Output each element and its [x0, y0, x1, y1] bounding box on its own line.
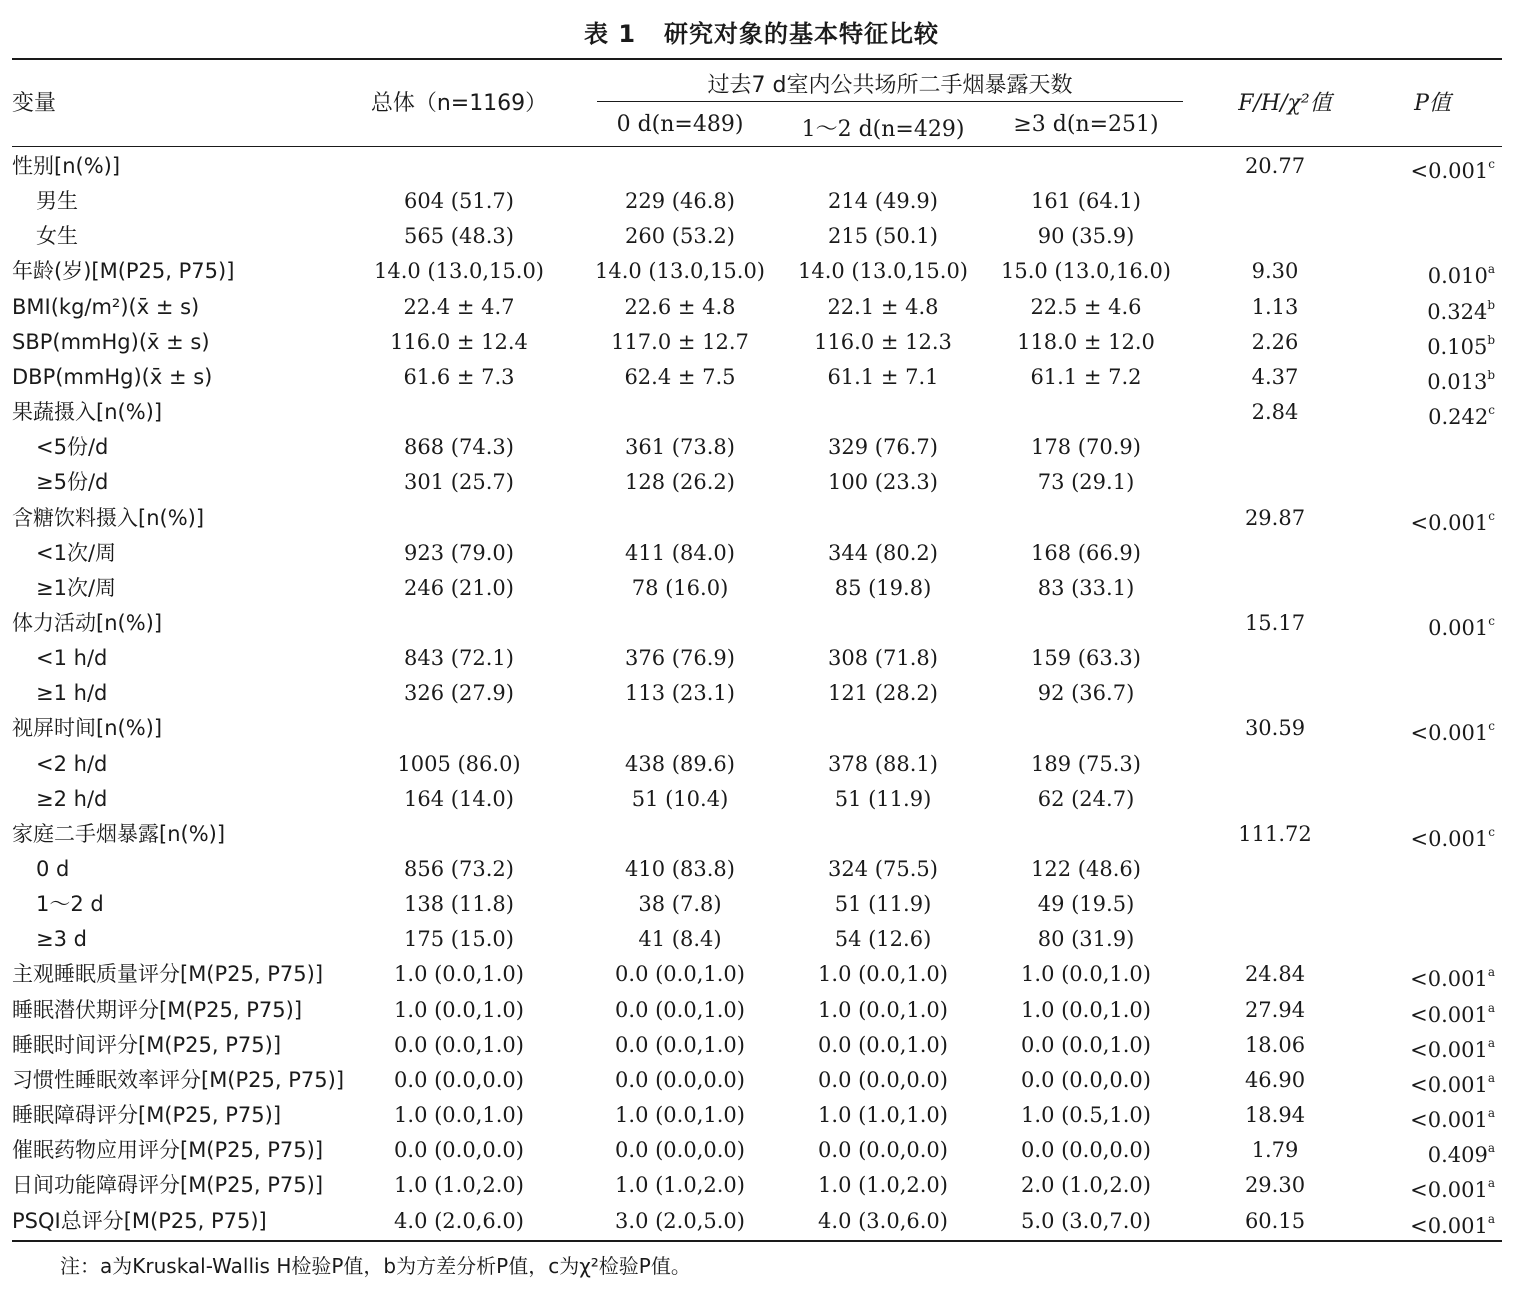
header-stat: F/H/χ²值: [1238, 91, 1332, 116]
cell-0d: 0.0 (0.0,1.0): [615, 998, 745, 1022]
cell-3d: 62 (24.7): [1037, 787, 1135, 811]
cell-3d: 61.1 ± 7.2: [1030, 365, 1142, 389]
row-label: BMI(kg/m²)(x̄ ± s): [12, 295, 200, 319]
p-footnote-mark: b: [1487, 298, 1495, 312]
cell-total: 843 (72.1): [404, 646, 514, 670]
p-value: 0.324: [1427, 300, 1488, 324]
row-label: 催眠药物应用评分[M(P25, P75)]: [12, 1138, 324, 1162]
row-label: <1 h/d: [36, 646, 108, 670]
cell-stat: 29.30: [1244, 1173, 1306, 1197]
cell-1-2d: 215 (50.1): [828, 224, 938, 248]
p-footnote-mark: a: [1487, 1001, 1495, 1015]
cell-p: [1370, 504, 1495, 537]
cell-stat: 46.90: [1244, 1068, 1306, 1092]
p-value: <0.001: [1410, 1108, 1488, 1132]
row-label: <5份/d: [36, 435, 109, 459]
cell-1-2d: 116.0 ± 12.3: [814, 330, 952, 354]
cell-3d: 1.0 (0.5,1.0): [1021, 1103, 1151, 1127]
row-label: 年龄(岁)[M(P25, P75)]: [12, 259, 235, 283]
header-group-span: 过去7 d室内公共场所二手烟暴露天数: [707, 73, 1073, 98]
cell-3d: 83 (33.1): [1037, 576, 1135, 600]
cell-stat: 18.94: [1244, 1103, 1306, 1127]
group-span-rule: [597, 101, 1183, 102]
cell-0d: 22.6 ± 4.8: [624, 295, 736, 319]
row-label: 性别[n(%)]: [12, 154, 121, 178]
cell-1-2d: 0.0 (0.0,1.0): [818, 1033, 948, 1057]
cell-p: [1370, 1101, 1495, 1134]
cell-1-2d: 14.0 (13.0,15.0): [797, 259, 968, 283]
cell-0d: 62.4 ± 7.5: [624, 365, 736, 389]
header-bottom-rule: [12, 146, 1502, 147]
cell-total: 0.0 (0.0,1.0): [394, 1033, 524, 1057]
cell-total: 1.0 (1.0,2.0): [394, 1173, 524, 1197]
cell-stat: 1.13: [1251, 295, 1299, 319]
cell-total: 565 (48.3): [404, 224, 514, 248]
p-footnote-mark: a: [1487, 965, 1495, 979]
cell-0d: 0.0 (0.0,1.0): [615, 962, 745, 986]
p-footnote-mark: c: [1488, 509, 1495, 523]
p-value: <0.001: [1410, 159, 1489, 183]
cell-1-2d: 1.0 (0.0,1.0): [818, 998, 948, 1022]
cell-total: 0.0 (0.0,0.0): [394, 1068, 524, 1092]
row-label: 习惯性睡眠效率评分[M(P25, P75)]: [12, 1068, 345, 1092]
cell-1-2d: 51 (11.9): [834, 892, 932, 916]
p-value: 0.409: [1427, 1143, 1488, 1167]
row-label: ≥1次/周: [36, 576, 117, 600]
cell-1-2d: 1.0 (0.0,1.0): [818, 962, 948, 986]
cell-total: 301 (25.7): [404, 470, 514, 494]
p-footnote-mark: a: [1487, 1212, 1495, 1226]
cell-1-2d: 100 (23.3): [828, 470, 938, 494]
cell-3d: 0.0 (0.0,0.0): [1021, 1138, 1151, 1162]
cell-0d: 3.0 (2.0,5.0): [615, 1209, 745, 1233]
p-value: <0.001: [1410, 1073, 1488, 1097]
row-label: 男生: [36, 189, 78, 213]
cell-stat: 18.06: [1244, 1033, 1306, 1057]
cell-3d: 90 (35.9): [1037, 224, 1135, 248]
header-total: 总体（n=1169）: [370, 91, 548, 116]
cell-0d: 0.0 (0.0,1.0): [615, 1033, 745, 1057]
header-group-1-2d: 1～2 d(n=429): [801, 117, 965, 142]
cell-p: [1370, 820, 1495, 853]
p-footnote-mark: a: [1487, 1036, 1495, 1050]
row-label: 果蔬摄入[n(%)]: [12, 400, 163, 424]
header-group-3d: ≥3 d(n=251): [1013, 112, 1159, 137]
cell-0d: 0.0 (0.0,0.0): [615, 1068, 745, 1092]
cell-0d: 78 (16.0): [631, 576, 729, 600]
cell-p: [1370, 398, 1495, 431]
cell-stat: 29.87: [1244, 506, 1306, 530]
cell-stat: 9.30: [1251, 259, 1299, 283]
row-label: 主观睡眠质量评分[M(P25, P75)]: [12, 962, 324, 986]
cell-1-2d: 1.0 (1.0,2.0): [818, 1173, 948, 1197]
p-value: <0.001: [1410, 1178, 1488, 1202]
cell-p: [1370, 293, 1495, 326]
row-label: 睡眠时间评分[M(P25, P75)]: [12, 1033, 282, 1057]
cell-1-2d: 344 (80.2): [828, 541, 938, 565]
cell-3d: 178 (70.9): [1031, 435, 1141, 459]
cell-stat: 1.79: [1251, 1138, 1299, 1162]
cell-stat: 27.94: [1244, 998, 1306, 1022]
cell-stat: 2.84: [1251, 400, 1299, 424]
cell-p: [1370, 960, 1495, 993]
header-group-0d: 0 d(n=489): [616, 112, 744, 137]
cell-3d: 80 (31.9): [1037, 927, 1135, 951]
cell-p: [1370, 1171, 1495, 1204]
cell-3d: 168 (66.9): [1031, 541, 1141, 565]
cell-stat: 111.72: [1238, 822, 1312, 846]
p-value: <0.001: [1410, 1214, 1488, 1238]
cell-p: [1370, 714, 1495, 747]
table-note: 注：a为Kruskal-Wallis H检验P值，b为方差分析P值，c为χ²检验P值。: [60, 1254, 691, 1278]
p-footnote-mark: a: [1487, 262, 1495, 276]
cell-total: 116.0 ± 12.4: [390, 330, 528, 354]
cell-1-2d: 324 (75.5): [828, 857, 938, 881]
p-footnote-mark: a: [1487, 1176, 1495, 1190]
cell-total: 1005 (86.0): [397, 752, 521, 776]
cell-0d: 361 (73.8): [625, 435, 735, 459]
cell-0d: 1.0 (0.0,1.0): [615, 1103, 745, 1127]
p-footnote-mark: a: [1487, 1141, 1495, 1155]
cell-3d: 1.0 (0.0,1.0): [1021, 998, 1151, 1022]
header-p: P值: [1414, 91, 1451, 116]
p-value: <0.001: [1410, 721, 1489, 745]
row-label: ≥3 d: [36, 927, 87, 951]
cell-total: 1.0 (0.0,1.0): [394, 962, 524, 986]
cell-3d: 73 (29.1): [1037, 470, 1135, 494]
cell-3d: 159 (63.3): [1031, 646, 1141, 670]
cell-0d: 229 (46.8): [625, 189, 735, 213]
cell-total: 61.6 ± 7.3: [403, 365, 515, 389]
cell-1-2d: 1.0 (1.0,1.0): [818, 1103, 948, 1127]
cell-0d: 113 (23.1): [625, 681, 735, 705]
row-label: 体力活动[n(%)]: [12, 611, 163, 635]
cell-1-2d: 378 (88.1): [828, 752, 938, 776]
row-label: 日间功能障碍评分[M(P25, P75)]: [12, 1173, 324, 1197]
cell-total: 246 (21.0): [404, 576, 514, 600]
cell-total: 923 (79.0): [404, 541, 514, 565]
row-label: 家庭二手烟暴露[n(%)]: [12, 822, 226, 846]
cell-p: [1370, 1207, 1495, 1240]
row-label: 女生: [36, 224, 78, 248]
row-label: <1次/周: [36, 541, 117, 565]
cell-0d: 410 (83.8): [625, 857, 735, 881]
cell-1-2d: 329 (76.7): [828, 435, 938, 459]
cell-3d: 161 (64.1): [1031, 189, 1141, 213]
cell-1-2d: 54 (12.6): [834, 927, 932, 951]
row-label: SBP(mmHg)(x̄ ± s): [12, 330, 210, 354]
cell-1-2d: 0.0 (0.0,0.0): [818, 1138, 948, 1162]
p-footnote-mark: c: [1488, 614, 1495, 628]
cell-total: 22.4 ± 4.7: [403, 295, 515, 319]
cell-total: 0.0 (0.0,0.0): [394, 1138, 524, 1162]
cell-p: [1370, 328, 1495, 361]
cell-0d: 1.0 (1.0,2.0): [615, 1173, 745, 1197]
cell-3d: 5.0 (3.0,7.0): [1021, 1209, 1151, 1233]
cell-1-2d: 0.0 (0.0,0.0): [818, 1068, 948, 1092]
row-label: <2 h/d: [36, 752, 108, 776]
cell-0d: 38 (7.8): [638, 892, 722, 916]
cell-0d: 411 (84.0): [625, 541, 735, 565]
cell-total: 326 (27.9): [404, 681, 514, 705]
cell-stat: 15.17: [1244, 611, 1306, 635]
row-label: 视屏时间[n(%)]: [12, 716, 163, 740]
cell-stat: 60.15: [1244, 1209, 1306, 1233]
cell-3d: 0.0 (0.0,0.0): [1021, 1068, 1151, 1092]
cell-p: [1370, 257, 1495, 290]
cell-stat: 30.59: [1244, 716, 1306, 740]
cell-1-2d: 308 (71.8): [828, 646, 938, 670]
cell-3d: 189 (75.3): [1031, 752, 1141, 776]
cell-3d: 49 (19.5): [1037, 892, 1135, 916]
top-rule: [12, 58, 1502, 60]
cell-total: 175 (15.0): [404, 927, 514, 951]
row-label: 睡眠障碍评分[M(P25, P75)]: [12, 1103, 282, 1127]
cell-p: [1370, 1031, 1495, 1064]
cell-p: [1370, 1136, 1495, 1169]
row-label: DBP(mmHg)(x̄ ± s): [12, 365, 213, 389]
p-value: 0.105: [1427, 335, 1488, 359]
row-label: 1～2 d: [36, 892, 104, 916]
cell-3d: 122 (48.6): [1031, 857, 1141, 881]
cell-p: [1370, 996, 1495, 1029]
row-label: PSQI总评分[M(P25, P75)]: [12, 1209, 267, 1233]
cell-total: 604 (51.7): [404, 189, 514, 213]
cell-0d: 260 (53.2): [625, 224, 735, 248]
row-label: ≥2 h/d: [36, 787, 108, 811]
header-variable: 变量: [12, 91, 57, 116]
cell-total: 4.0 (2.0,6.0): [394, 1209, 524, 1233]
cell-3d: 92 (36.7): [1037, 681, 1135, 705]
cell-total: 1.0 (0.0,1.0): [394, 998, 524, 1022]
p-footnote-mark: b: [1487, 368, 1495, 382]
p-value: 0.242: [1428, 405, 1489, 429]
cell-1-2d: 22.1 ± 4.8: [827, 295, 939, 319]
p-footnote-mark: a: [1487, 1071, 1495, 1085]
cell-total: 1.0 (0.0,1.0): [394, 1103, 524, 1127]
cell-1-2d: 4.0 (3.0,6.0): [818, 1209, 948, 1233]
cell-p: [1370, 609, 1495, 642]
p-value: <0.001: [1410, 511, 1489, 535]
p-value: <0.001: [1410, 827, 1489, 851]
bottom-rule: [12, 1240, 1502, 1242]
cell-0d: 438 (89.6): [625, 752, 735, 776]
p-footnote-mark: c: [1488, 719, 1495, 733]
table-number: 表 1: [583, 20, 637, 48]
cell-p: [1370, 152, 1495, 185]
cell-total: 138 (11.8): [404, 892, 514, 916]
cell-1-2d: 51 (11.9): [834, 787, 932, 811]
cell-3d: 15.0 (13.0,16.0): [1000, 259, 1171, 283]
row-label: 0 d: [36, 857, 70, 881]
p-footnote-mark: c: [1488, 157, 1495, 171]
cell-3d: 118.0 ± 12.0: [1017, 330, 1155, 354]
row-label: ≥1 h/d: [36, 681, 108, 705]
cell-1-2d: 85 (19.8): [834, 576, 932, 600]
cell-0d: 14.0 (13.0,15.0): [594, 259, 765, 283]
cell-total: 856 (73.2): [404, 857, 514, 881]
cell-0d: 51 (10.4): [631, 787, 729, 811]
cell-1-2d: 61.1 ± 7.1: [827, 365, 939, 389]
row-label: 睡眠潜伏期评分[M(P25, P75)]: [12, 998, 303, 1022]
cell-3d: 2.0 (1.0,2.0): [1021, 1173, 1151, 1197]
cell-0d: 117.0 ± 12.7: [611, 330, 749, 354]
cell-stat: 20.77: [1244, 154, 1306, 178]
cell-0d: 128 (26.2): [625, 470, 735, 494]
cell-p: [1370, 1066, 1495, 1099]
cell-total: 164 (14.0): [404, 787, 514, 811]
p-footnote-mark: a: [1487, 1106, 1495, 1120]
cell-0d: 0.0 (0.0,0.0): [615, 1138, 745, 1162]
table-title: 研究对象的基本特征比较: [664, 20, 940, 48]
p-value: <0.001: [1410, 1003, 1488, 1027]
row-label: 含糖饮料摄入[n(%)]: [12, 506, 205, 530]
cell-1-2d: 214 (49.9): [828, 189, 938, 213]
cell-stat: 4.37: [1251, 365, 1299, 389]
cell-3d: 1.0 (0.0,1.0): [1021, 962, 1151, 986]
p-footnote-mark: c: [1488, 403, 1495, 417]
cell-p: [1370, 363, 1495, 396]
p-value: <0.001: [1410, 1038, 1488, 1062]
cell-total: 868 (74.3): [404, 435, 514, 459]
cell-stat: 2.26: [1251, 330, 1299, 354]
cell-0d: 41 (8.4): [638, 927, 722, 951]
table-caption: [0, 14, 1523, 49]
p-footnote-mark: b: [1487, 333, 1495, 347]
cell-3d: 0.0 (0.0,1.0): [1021, 1033, 1151, 1057]
p-value: <0.001: [1410, 967, 1488, 991]
p-value: 0.010: [1427, 264, 1488, 288]
p-value: 0.001: [1428, 616, 1489, 640]
cell-3d: 22.5 ± 4.6: [1030, 295, 1142, 319]
cell-1-2d: 121 (28.2): [828, 681, 938, 705]
p-footnote-mark: c: [1488, 825, 1495, 839]
cell-stat: 24.84: [1244, 962, 1306, 986]
row-label: ≥5份/d: [36, 470, 109, 494]
cell-total: 14.0 (13.0,15.0): [373, 259, 544, 283]
p-value: 0.013: [1427, 370, 1488, 394]
cell-0d: 376 (76.9): [625, 646, 735, 670]
